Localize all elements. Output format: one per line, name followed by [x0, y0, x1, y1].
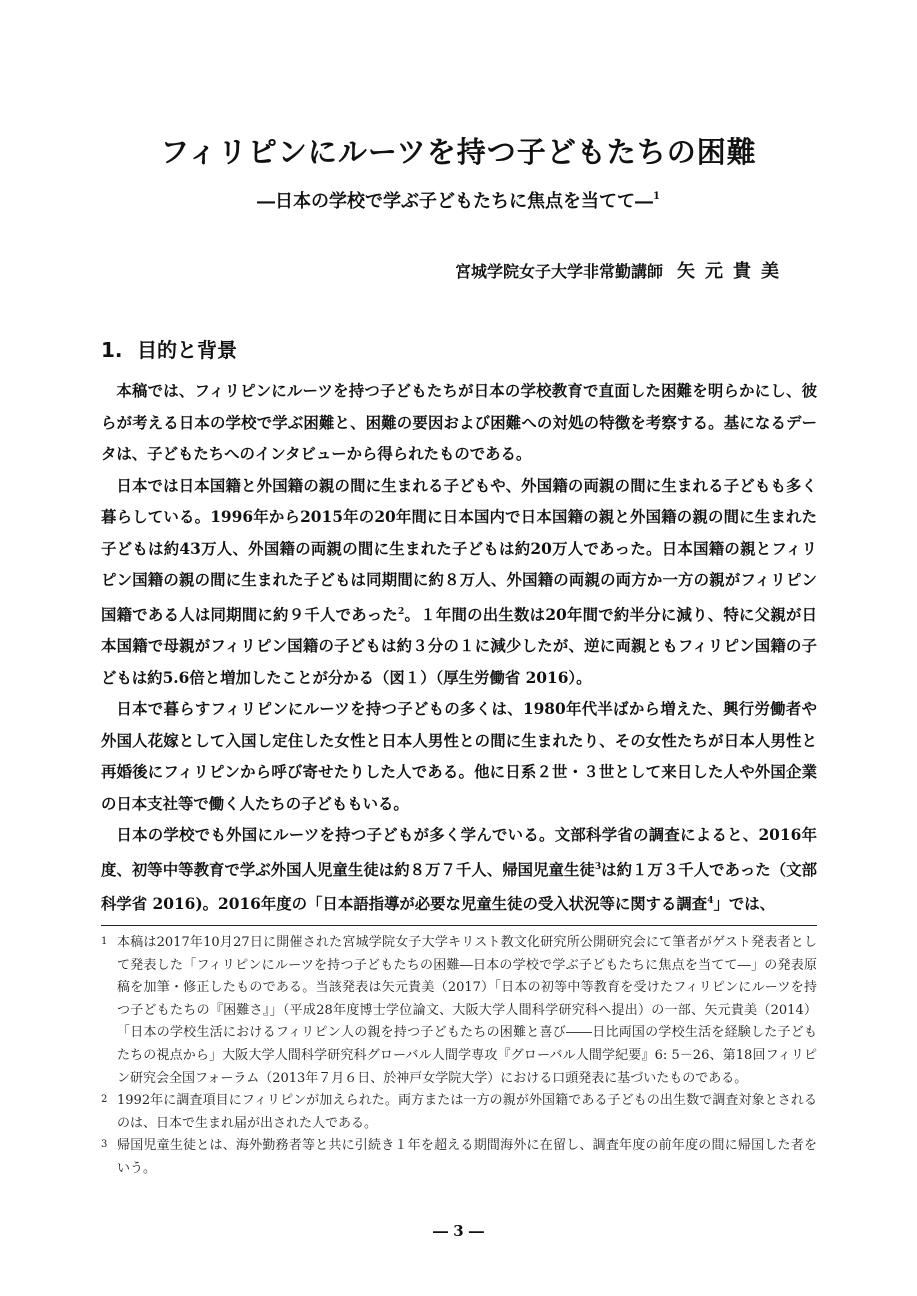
footnote	[101, 1090, 817, 1135]
footnote	[101, 932, 817, 1090]
author-affiliation: 宮城学院女子大学非常勤講師	[454, 262, 663, 281]
paper-title: フィリピンにルーツを持つ子どもたちの困難	[160, 135, 757, 169]
paragraph-4-part-a: 日本の学校でも外国にルーツを持つ子どもが多く学んでいる。文部科学省の調査によると、2016年度、初等中等教育で学ぶ外国人児童生徒は約８万７千人、帰国児童生徒	[101, 826, 817, 879]
author-line	[455, 260, 789, 284]
footnote-mark: 2	[101, 1094, 108, 1106]
paragraph-4-part-c: 」では、	[713, 895, 776, 913]
footnote	[101, 1135, 817, 1180]
paper-subtitle	[0, 184, 917, 215]
section-title: 目的と背景	[137, 338, 237, 362]
footnote-text: 本稿は2017年10月27日に開催された宮城学院女子大学キリスト教文化研究所公開研究会にて筆者がゲスト発表者として発表した「フィリピンにルーツを持つ子どもたちの困難―日本の学校で学ぶ子どもたちに焦点を当てて―」の発表原稿を加筆・修正したものである。当該発表は矢元貴美（2017）「日本の初等中等教育を受けたフィリピンにルーツを持つ子どもたちの『困難さ』」（平成28年度博士学位論文、大阪大学人間科学研究科へ提出）の一部、矢元貴美（2014）「日本の学校生活におけるフィリピン人の親を持つ子どもたちの困難と喜び――日比両国の学校生活を経験した子どもたちの視点から」大阪大学人間科学研究科グローバル人間学専攻『グローバル人間学紀要』6: 5－26、第18回フィリピン研究会全国フォーラム（2013年７月６日、於神戸女学院大学）における口頭発表に基づいたものである。	[117, 935, 817, 1086]
paragraph-4	[101, 820, 817, 921]
subtitle-text: ―日本の学校で学ぶ子どもたちに焦点を当てて―	[257, 191, 654, 212]
footnote-ref-1: 1	[653, 191, 660, 202]
paragraph-2-part-b: 。１年間の出生数は20年間で約半分に減り、特に父親が日本国籍で母親がフィリピン国籍の子どもは約３分の１に減少したが、逆に両親ともフィリピン国籍の子どもは約5.6倍と増加したことが分かる（図１）（厚生労働省 2016）。	[101, 605, 817, 687]
author-name: 矢元貴美	[677, 261, 789, 282]
page-number: ― 3 ―	[433, 1222, 484, 1240]
paragraph-4-part-b: は約１万３千人であった（文部科学省 2016)。2016年度の「日本語指導が必要な児童生徒の受入状況等に関する調査	[101, 860, 817, 913]
footnote-mark: 1	[101, 936, 108, 947]
footnote-ref-3: 3	[594, 861, 602, 872]
footnote-ref-4: 4	[707, 896, 714, 906]
footnote-text: 1992年に調査項目にフィリピンが加えられた。両方または一方の親が外国籍である子どもの出生数で調査対象とされるのは、日本で生まれ届が出された人である。	[117, 1093, 817, 1131]
footnote-mark: 3	[101, 1139, 108, 1151]
section-heading	[101, 336, 237, 364]
paragraph-3: 日本で暮らすフィリピンにルーツを持つ子どもの多くは、1980年代半ばから増えた、興行労働者や外国人花嫁として入国し定住した女性と日本人男性との間に生まれたり、その女性たちが日本人男性と再婚後にフィリピンから呼び寄せたりした人である。他に日系２世・３世として来日した人や外国企業の日本支社等で働く人たちの子どももいる。	[101, 700, 817, 813]
footnote-text: 帰国児童生徒とは、海外勤務者等と共に引続き１年を超える期間海外に在留し、調査年度の前年度の間に帰国した者をいう。	[117, 1138, 817, 1176]
paragraph-2-part-a: 日本では日本国籍と外国籍の親の間に生まれる子どもや、外国籍の両親の間に生まれる子どもも多く暮らしている。1996年から2015年の20年間に日本国内で日本国籍の親と外国籍の親の間に生まれた子どもは約43万人、外国籍の両親の間に生まれた子どもは約20万人であった。日本国籍の親とフィリピン国籍の親の間に生まれた子どもは同期間に約８万人、外国籍の両親の両方か一方の親がフィリピン国籍である人は同期間に約９千人であった	[101, 476, 817, 624]
footnote-ref-2: 2	[398, 606, 405, 617]
body-text	[101, 376, 817, 921]
paragraph-2	[101, 471, 817, 695]
footnotes	[101, 932, 817, 1181]
paragraph-1: 本稿では、フィリピンにルーツを持つ子どもたちが日本の学校教育で直面した困難を明らかにし、彼らが考える日本の学校で学ぶ困難と、困難の要因および困難への対処の特徴を考察する。基になるデータは、子どもたちへのインタビューから得られたものである。	[101, 382, 817, 463]
section-number: 1.	[101, 338, 123, 362]
footnote-divider	[101, 925, 817, 926]
